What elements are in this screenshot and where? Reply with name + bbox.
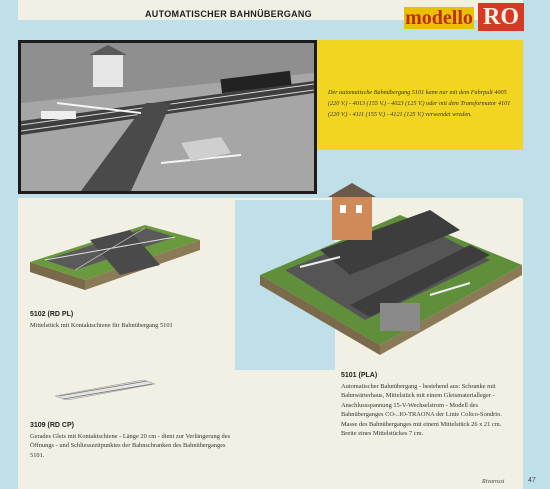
brand-logo bbox=[404, 3, 524, 31]
info-box bbox=[317, 40, 523, 150]
blue-band-left bbox=[0, 0, 18, 489]
straight-track-image bbox=[55, 380, 155, 400]
product-code-5101: 5101 (PLA) bbox=[341, 372, 378, 379]
railroad-crossing-photo bbox=[21, 43, 314, 191]
info-text: Der automatische Bahnübergang 5101 kann nur mit dem Fahrpult 4005 (220 V.) - 4013 (155 V.) - 4023 (125 V.) oder mit dem Transformator 4101 (220 V.) - 4111 (155 V.) - 4121 (125 V.) verwendet wreden. bbox=[328, 89, 511, 118]
page-number: 47 bbox=[528, 477, 536, 484]
crossing-middle-piece-image bbox=[30, 210, 200, 295]
product-desc-5101: Automatischer Bahnübergang - bestehend aus: Schranke mit Bahnwärterhaus, Mittelstück mit einem Gleismaterialleger - Anschlussspannung 15-V-Wechselstrom - Modell des Bahnüberganges CO-..IO-TRAONA der Linie Colico-Sondrio. Masse des Bahnüberganges mit einem Mittelstück 26 x 21 cm. Breite eines Mittelstückes 7 cm. bbox=[341, 383, 502, 438]
brand-word: modello bbox=[405, 7, 473, 29]
blue-band-right bbox=[523, 0, 550, 489]
product-code-5102: 5102 (RD PL) bbox=[30, 311, 74, 318]
automatic-crossing-image bbox=[260, 175, 522, 370]
signature: Rivarossi bbox=[482, 479, 505, 485]
product-desc-5102: Mittelstück mit Kontaktschiene für Bahnübergang 5101 bbox=[30, 322, 173, 329]
product-desc-3109: Gerades Gleis mit Kontaktschiene - Länge 20 cm - dient zur Verlängerung des Öffnungs - und Schliesszeitpunktes der Bahnschranken des Bahnüberganges 5101. bbox=[30, 433, 231, 459]
page-title: AUTOMATISCHER BAHNÜBERGANG bbox=[145, 9, 312, 19]
layout-photo bbox=[18, 40, 317, 194]
brand-badge: RO bbox=[478, 3, 524, 31]
product-code-3109: 3109 (RD CP) bbox=[30, 422, 74, 429]
